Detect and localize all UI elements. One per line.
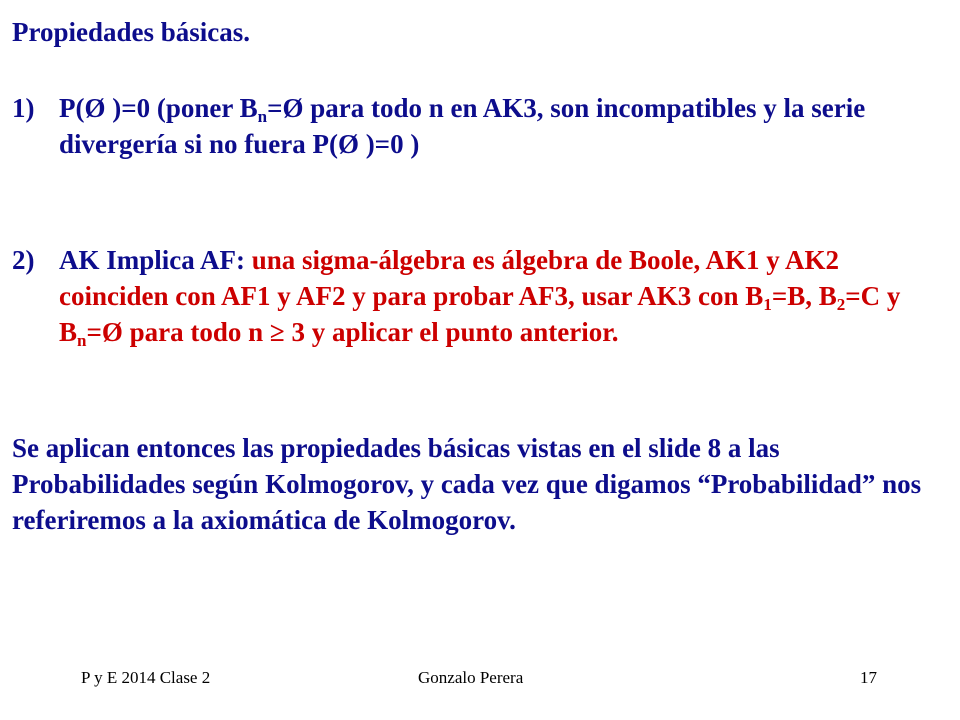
list-item-2-text-c: =C y B [59,281,901,347]
list-item-2-number: 2) [12,245,35,275]
list-item-2-subscript-n: n [77,331,87,350]
list-item-2-text-d: =Ø para todo n ≥ 3 y aplicar el punto anterior. [86,317,619,347]
list-item-2-text-b: =B, B [771,281,837,311]
footer-author: Gonzalo Perera [418,668,524,687]
footer-course: P y E 2014 Clase 2 [81,668,211,687]
list-item-2 [12,242,952,350]
list-item-2-body [59,242,952,350]
list-item-1-number: 1) [12,93,35,123]
list-item-1-subscript: n [257,107,268,126]
list-item-1 [12,90,952,162]
list-item-2-text-a: una sigma-álgebra es álgebra de Boole, AK1 y AK2 coinciden con AF1 y AF2 y para probar AF3, usar AK3 con B [59,245,839,311]
list-item-2-lead: AK Implica AF: [59,245,245,275]
list-item-1-text-b: =Ø para todo n en AK3, son incompatibles y la serie divergería si no fuera P(Ø )=0 ) [59,93,866,159]
list-item-2-subscript-1: 1 [763,295,772,314]
list-item-1-text-a: P(Ø )=0 (poner B [59,93,258,123]
closing-paragraph: Se aplican entonces las propiedades básicas vistas en el slide 8 a las Probabilidades según Kolmogorov, y cada vez que digamos “Probabilidad” nos referiremos a la axiomática de Kolmogorov. [12,433,922,535]
list-item-2-subscript-2: 2 [836,295,846,314]
slide-title: Propiedades básicas. [12,17,251,47]
footer-page-number: 17 [860,668,877,687]
list-item-1-body [59,90,952,162]
